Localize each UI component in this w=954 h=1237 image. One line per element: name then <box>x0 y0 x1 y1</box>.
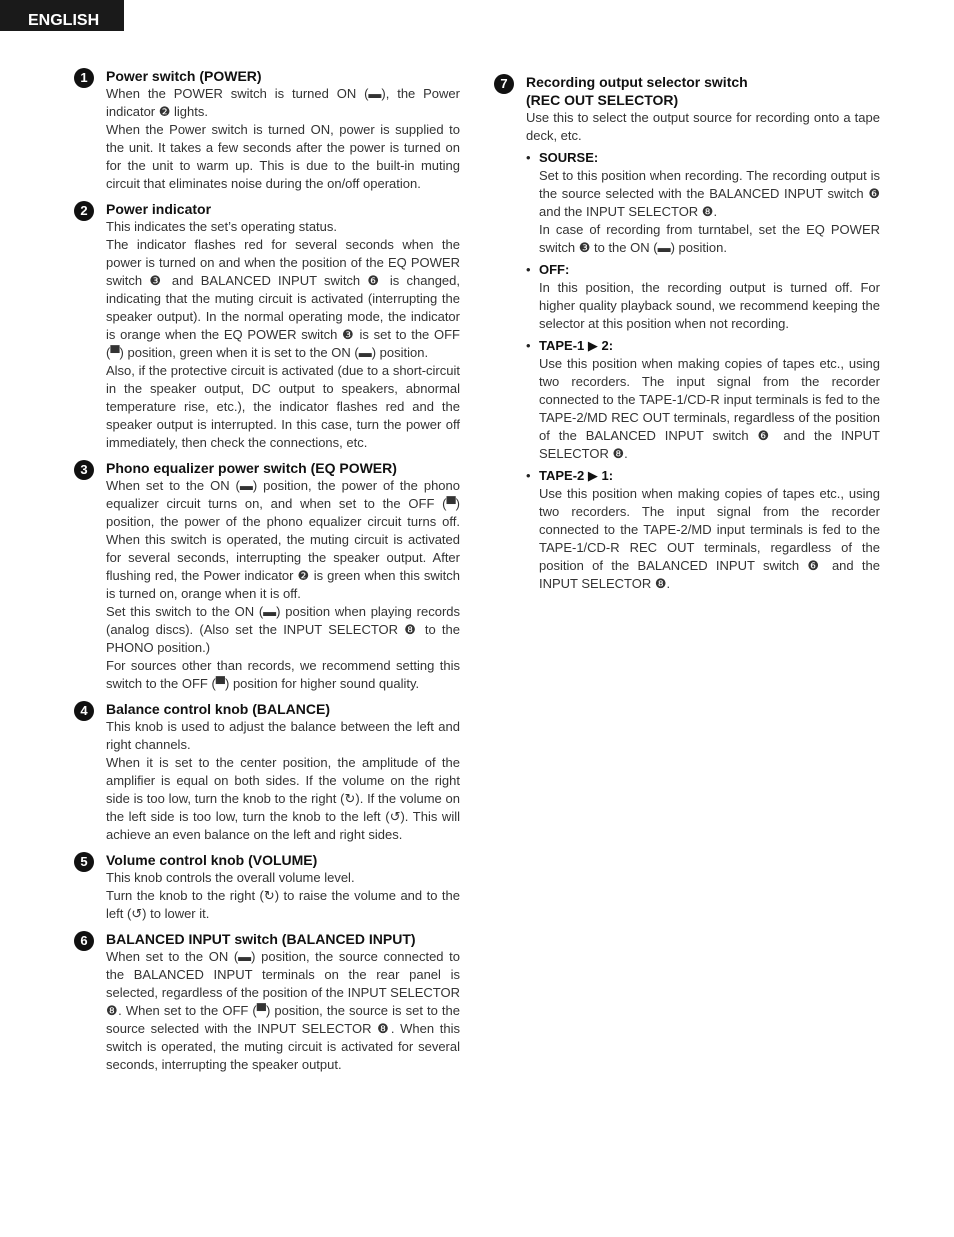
right-column <box>494 73 880 600</box>
section-paragraph: When the POWER switch is turned ON (▬), the Power indicator ❷ lights. <box>106 86 460 119</box>
option-label: • OFF: <box>539 262 570 277</box>
section-paragraph: Set this switch to the ON (▬) position when playing records (analog discs). (Also set the INPUT SELECTOR ❽ to the PHONO position.) <box>106 604 460 655</box>
language-tab <box>0 0 124 31</box>
section-number-badge: 4 <box>74 701 94 721</box>
option-label: • TAPE-1 ▶ 2: <box>539 338 614 353</box>
section-title: Power indicator <box>106 201 212 217</box>
section-rec-out-selector <box>494 73 880 593</box>
section-power-indicator <box>74 200 460 452</box>
section-eq-power <box>74 459 460 693</box>
option-off <box>526 261 880 333</box>
option-paragraph: In this position, the recording output is turned off. For higher quality playback sound, we recommend keeping the selector at this position when not recording. <box>539 280 880 331</box>
section-title: Balance control knob (BALANCE) <box>106 701 331 717</box>
section-number-badge: 7 <box>494 74 514 94</box>
section-paragraph: Also, if the protective circuit is activated (due to a short-circuit in the speaker output, DC output to speakers, abnormal temperature rise, etc.), the indicator flashes red and the speaker output is interrupted. In this case, turn the power off immediately, then check the connections, etc. <box>106 363 460 450</box>
section-number-badge: 1 <box>74 68 94 88</box>
section-title: BALANCED INPUT switch (BALANCED INPUT) <box>106 931 416 947</box>
section-balance <box>74 700 460 844</box>
section-volume <box>74 851 460 923</box>
option-label: • SOURSE: <box>539 150 599 165</box>
section-paragraph: The indicator flashes red for several seconds when the power is turned on and when the position of the EQ POWER switch ❸ and BALANCED INPUT switch ❻ is changed, indicating that the muting circuit is activated (interrupting the speaker output). In the normal operating mode, the indicator is orange when the EQ POWER switch ❸ is set to the OFF (▀) position, green when it is set to the ON (▬) position. <box>106 237 460 360</box>
section-title: Recording output selector switch <box>526 74 748 90</box>
option-paragraph: Set to this position when recording. The recording output is the source selected with the BALANCED INPUT switch ❻ and the INPUT SELECTOR ❽. <box>539 168 880 219</box>
option-paragraph: Use this position when making copies of tapes etc., using two recorders. The input signal from the recorder connected to the TAPE-2/MD input terminals is fed to the TAPE-1/CD-R REC OUT terminals, regardless of the position of the BALANCED INPUT switch ❻ and the INPUT SELECTOR ❽. <box>539 486 880 591</box>
section-number-badge: 3 <box>74 460 94 480</box>
section-paragraph: When set to the ON (▬) position, the source connected to the BALANCED INPUT terminals on the rear panel is selected, regardless of the position of the INPUT SELECTOR ❽. When set to the OFF (▀) position, the source is set to the source selected with the INPUT SELECTOR ❽. When this switch is operated, the muting circuit is activated for several seconds, interrupting the speaker output. <box>106 949 460 1072</box>
option-tape1-to-2 <box>526 337 880 463</box>
section-title: Volume control knob (VOLUME) <box>106 852 318 868</box>
section-paragraph: Turn the knob to the right (↻) to raise the volume and to the left (↺) to lower it. <box>106 888 460 921</box>
section-paragraph: This knob controls the overall volume level. <box>106 870 355 885</box>
language-label: ENGLISH <box>28 12 100 29</box>
section-paragraph: This knob is used to adjust the balance between the left and right channels. <box>106 719 460 752</box>
option-tape2-to-1 <box>526 467 880 593</box>
section-power-switch <box>74 67 460 193</box>
option-sourse <box>526 149 880 257</box>
section-balanced-input <box>74 930 460 1074</box>
selector-options-list <box>526 149 880 593</box>
section-paragraph: When set to the ON (▬) position, the power of the phono equalizer circuit turns on, and when set to the OFF (▀) position, the power of the phono equalizer circuit turns off. When this switch is operated, the muting circuit is activated for several seconds, interrupting the speaker output. After flushing red, the Power indicator ❷ is green when this switch is turned on, orange when it is off. <box>106 478 460 601</box>
section-title-line2: (REC OUT SELECTOR) <box>526 92 679 108</box>
section-paragraph: When the Power switch is turned ON, power is supplied to the unit. It takes a few seconds after the power is turned on for the unit to warm up. This is due to the built-in muting circuit that eliminates noise during the on/off operation. <box>106 122 460 191</box>
section-number-badge: 6 <box>74 931 94 951</box>
option-paragraph: In case of recording from turntabel, set the EQ POWER switch ❸ to the ON (▬) position. <box>539 222 880 255</box>
option-paragraph: Use this position when making copies of tapes etc., using two recorders. The input signal from the recorder connected to the TAPE-1/CD-R input terminals is fed to the TAPE-2/MD REC OUT terminals, regardless of the position of the BALANCED INPUT switch ❻ and the INPUT SELECTOR ❽. <box>539 356 880 461</box>
section-number-badge: 2 <box>74 201 94 221</box>
section-number-badge: 5 <box>74 852 94 872</box>
section-paragraph: This indicates the set’s operating status. <box>106 219 337 234</box>
section-paragraph: For sources other than records, we recommend setting this switch to the OFF (▀) position for higher sound quality. <box>106 658 460 691</box>
section-title: Power switch (POWER) <box>106 68 262 84</box>
left-column <box>74 67 460 1081</box>
section-title: Phono equalizer power switch (EQ POWER) <box>106 460 397 476</box>
section-paragraph: When it is set to the center position, the amplitude of the amplifier is equal on both sides. If the volume on the right side is too low, turn the knob to the right (↻). If the volume on the left side is too low, turn the knob to the left (↺). This will achieve an even balance on the left and right sides. <box>106 755 460 842</box>
option-label: • TAPE-2 ▶ 1: <box>539 468 614 483</box>
section-intro: Use this to select the output source for recording onto a tape deck, etc. <box>526 110 880 143</box>
